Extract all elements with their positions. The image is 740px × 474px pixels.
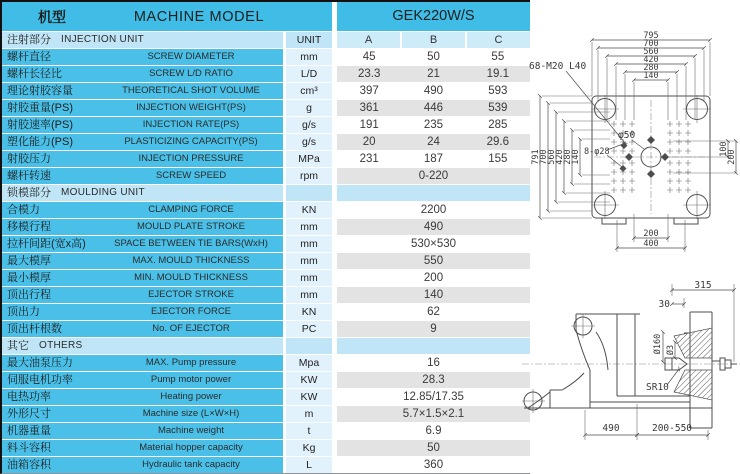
row-label-zh: 移模行程	[7, 221, 51, 233]
row-label-en: SCREW L/D RATIO	[149, 68, 233, 79]
table-row	[2, 117, 530, 133]
table-row	[2, 66, 530, 82]
section-label-en: INJECTION UNIT	[61, 34, 145, 45]
row-values: 231 187 155	[337, 151, 530, 167]
row-label-zh: 料斗容积	[7, 442, 51, 454]
dim-label: 140	[571, 149, 581, 165]
row-value: 200	[337, 270, 530, 286]
dim-label: 791	[531, 149, 541, 165]
row-unit: m	[286, 406, 332, 422]
row-label-zh: 油箱容积	[7, 459, 51, 471]
row-unit: L/D	[286, 66, 332, 82]
row-values: 397 490 593	[337, 83, 530, 99]
row-value: 140	[337, 287, 530, 303]
dim-label: 280	[643, 63, 659, 73]
model-label-en: MACHINE MODEL	[133, 8, 265, 25]
row-value: 12.85/17.35	[337, 389, 530, 405]
row-label-en: SPACE BETWEEN TIE BARS(WxH)	[114, 238, 268, 249]
row-value: 0-220	[337, 168, 530, 184]
row-unit: KW	[286, 372, 332, 388]
row-label-zh: 射胶压力	[7, 153, 51, 165]
section-label-en: MOULDING UNIT	[61, 187, 145, 198]
side-view-diagram	[522, 278, 740, 468]
row-label-en: MIN. MOULD THICKNESS	[134, 272, 248, 283]
platen-outline	[591, 95, 711, 224]
dim-label: 700	[643, 39, 659, 49]
row-label-zh: 螺杆长径比	[7, 68, 62, 80]
row-label-en: INJECTION PRESSURE	[138, 153, 244, 164]
dim-label: Ø3	[666, 344, 676, 356]
table-row	[2, 372, 530, 388]
machine-outline	[522, 312, 740, 428]
table-row	[2, 423, 530, 439]
dim-label: 700	[539, 149, 549, 165]
section-label-en: OTHERS	[39, 340, 83, 351]
section-header-injection	[2, 32, 530, 48]
dim-label: 560	[643, 47, 659, 57]
table-row	[2, 151, 530, 167]
table-row	[2, 134, 530, 150]
row-value: 2200	[337, 202, 530, 218]
row-unit: Kg	[286, 440, 332, 456]
row-value: 490	[337, 219, 530, 235]
table-row	[2, 457, 530, 473]
row-unit: Mpa	[286, 355, 332, 371]
row-value: 50	[337, 440, 530, 456]
row-value: 6.9	[337, 423, 530, 439]
abc-column-headers	[337, 32, 530, 48]
row-label-zh: 机器重量	[7, 425, 51, 437]
table-row	[2, 389, 530, 405]
row-label-zh: 最小模厚	[7, 272, 51, 284]
hole-spec-label: 8-φ28	[584, 147, 610, 157]
row-label-zh: 电热功率	[7, 391, 51, 403]
row-unit: t	[286, 423, 332, 439]
table-row	[2, 440, 530, 456]
row-label-en: MOULD PLATE STROKE	[136, 221, 246, 232]
row-unit: cm³	[286, 83, 332, 99]
section-label-zh: 注射部分	[7, 34, 51, 46]
row-label-en: Pump motor power	[150, 374, 232, 385]
row-label-zh: 螺杆转速	[7, 170, 51, 182]
dim-label: 560	[547, 149, 557, 165]
row-unit: mm	[286, 236, 332, 252]
row-value: 62	[337, 304, 530, 320]
row-label-en: MAX. Pump pressure	[145, 357, 237, 368]
table-row	[2, 355, 530, 371]
row-value: 16	[337, 355, 530, 371]
row-value: 5.7×1.5×2.1	[337, 406, 530, 422]
row-label-en: Material hopper capacity	[139, 442, 243, 453]
row-values: 191 235 285	[337, 117, 530, 133]
row-label-zh: 最大模厚	[7, 255, 51, 267]
dim-label: 420	[643, 55, 659, 65]
center-hole-label: φ50	[618, 130, 636, 141]
dim-label: 795	[643, 31, 659, 41]
table-header-row	[2, 2, 530, 31]
row-values: 361 446 539	[337, 100, 530, 116]
dim-label: 100	[719, 141, 729, 157]
unit-column-header: UNIT	[286, 32, 332, 48]
row-label-zh: 顶出力	[7, 306, 40, 318]
dim-label: SR10	[646, 382, 669, 393]
row-label-zh: 最大油泵压力	[7, 357, 73, 369]
row-label-zh: 射胶重量(PS)	[7, 102, 73, 114]
row-label-en: SCREW SPEED	[155, 170, 227, 181]
row-label-zh: 拉杆间距(宽x高)	[7, 238, 86, 250]
row-values: 23.3 21 19.1	[337, 66, 530, 82]
table-row	[2, 406, 530, 422]
col-b-header: B	[402, 32, 465, 48]
dim-label: 420	[555, 149, 565, 165]
platen-diagram	[528, 28, 740, 280]
row-value: 550	[337, 253, 530, 269]
table-row	[2, 100, 530, 116]
table-row	[2, 219, 530, 235]
section-label-zh: 锁模部分	[7, 187, 51, 199]
row-label-en: Hydraulic tank capacity	[142, 459, 240, 470]
dim-label: Ø160	[653, 333, 663, 355]
row-unit: KN	[286, 202, 332, 218]
col-a-header: A	[337, 32, 400, 48]
row-label-en: INJECTION WEIGHT(PS)	[136, 102, 246, 113]
table-row	[2, 202, 530, 218]
row-value: 9	[337, 321, 530, 337]
row-label-zh: 螺杆直径	[7, 51, 51, 63]
table-row	[2, 287, 530, 303]
table-row	[2, 253, 530, 269]
row-unit: g/s	[286, 117, 332, 133]
model-header-cell	[2, 2, 332, 31]
row-unit: PC	[286, 321, 332, 337]
row-label-zh: 理论射胶容量	[7, 85, 73, 97]
row-unit: MPa	[286, 151, 332, 167]
table-row	[2, 49, 530, 65]
dim-label: 200-550	[651, 423, 693, 434]
row-label-zh: 射胶速率(PS)	[7, 119, 73, 131]
row-label-en: CLAMPING FORCE	[148, 204, 234, 215]
row-label-zh: 顶出行程	[7, 289, 51, 301]
table-row	[2, 168, 530, 184]
row-values: 20 24 29.6	[337, 134, 530, 150]
row-label-en: Machine weight	[157, 425, 224, 436]
model-value: GEK220W/S	[337, 2, 530, 31]
row-value: 530×530	[337, 236, 530, 252]
dim-label: 280	[563, 149, 573, 165]
table-row	[2, 236, 530, 252]
row-unit: g	[286, 100, 332, 116]
row-label-en: Machine size (L×W×H)	[142, 408, 240, 419]
row-label-zh: 外形尺寸	[7, 408, 51, 420]
row-unit: mm	[286, 49, 332, 65]
row-label-zh: 塑化能力(PS)	[7, 136, 73, 148]
table-row	[2, 83, 530, 99]
platen-dimensions	[529, 31, 737, 252]
bolt-spec-label: 68-M20 L40	[529, 61, 587, 72]
dim-label: 200	[643, 229, 659, 239]
dim-label: 200	[727, 149, 737, 165]
row-label-en: MAX. MOULD THICKNESS	[132, 255, 250, 266]
row-label-en: Heating power	[160, 391, 222, 402]
section-header-moulding	[2, 185, 530, 201]
section-label-zh: 其它	[7, 340, 29, 352]
col-c-header: C	[467, 32, 530, 48]
row-label-en: EJECTOR STROKE	[148, 289, 234, 300]
dim-label: 490	[602, 423, 620, 434]
row-label-zh: 合模力	[7, 204, 40, 216]
row-unit: g/s	[286, 134, 332, 150]
row-label-en: EJECTOR FORCE	[150, 306, 232, 317]
table-row	[2, 321, 530, 337]
row-label-en: SCREW DIAMETER	[147, 51, 235, 62]
row-unit: mm	[286, 253, 332, 269]
dim-label: 140	[643, 71, 659, 81]
section-header-others	[2, 338, 530, 354]
row-label-zh: 顶出杆根数	[7, 323, 62, 335]
row-value: 28.3	[337, 372, 530, 388]
row-unit: KW	[286, 389, 332, 405]
dim-label: 30	[658, 299, 670, 310]
table-row	[2, 270, 530, 286]
row-label-en: No. OF EJECTOR	[152, 323, 230, 334]
row-unit: mm	[286, 287, 332, 303]
row-unit: L	[286, 457, 332, 473]
dim-label: 315	[694, 280, 712, 291]
row-label-en: PLASTICIZING CAPACITY(PS)	[124, 136, 258, 147]
dim-label: 400	[643, 239, 659, 249]
table-row	[2, 304, 530, 320]
row-value: 360	[337, 457, 530, 473]
row-values: 45 50 55	[337, 49, 530, 65]
row-unit: mm	[286, 219, 332, 235]
row-unit: mm	[286, 270, 332, 286]
model-label-zh: 机型	[38, 8, 66, 25]
row-label-zh: 伺服电机功率	[7, 374, 73, 386]
row-label-en: INJECTION RATE(PS)	[142, 119, 240, 130]
row-unit: rpm	[286, 168, 332, 184]
row-label-en: THEORETICAL SHOT VOLUME	[122, 85, 260, 96]
row-unit: KN	[286, 304, 332, 320]
